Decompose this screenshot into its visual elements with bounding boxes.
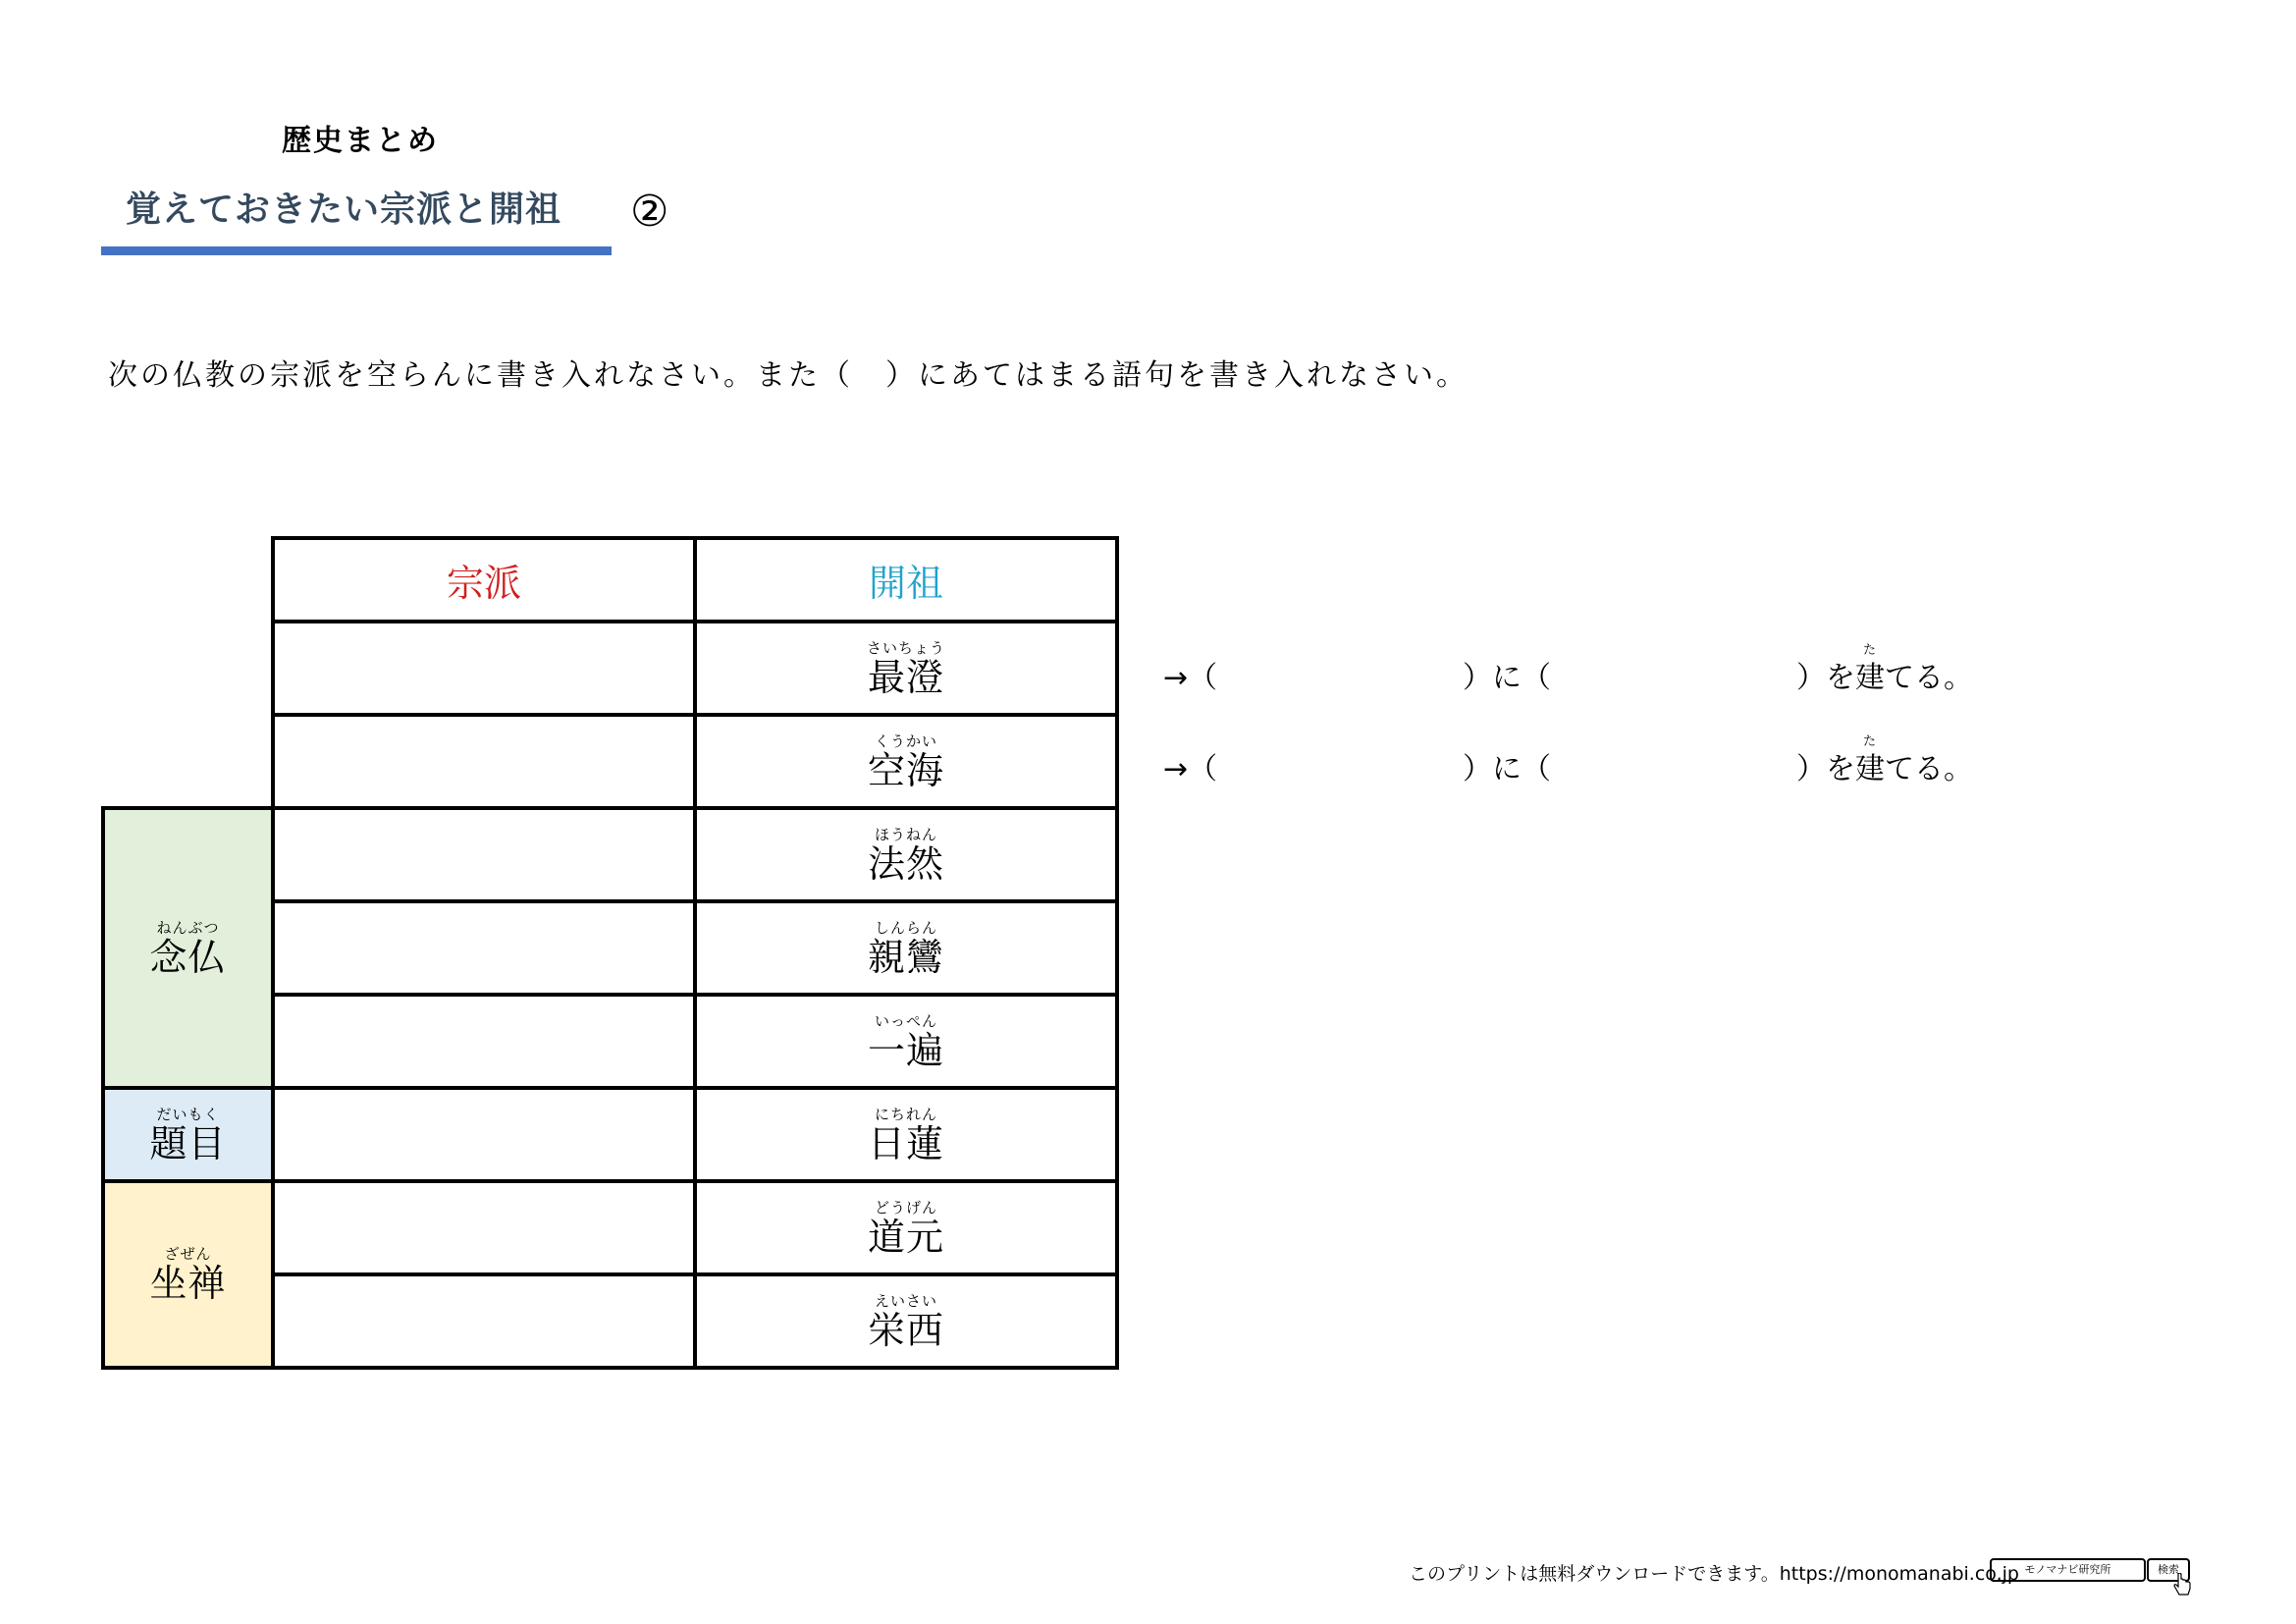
instruction-text: 次の仏教の宗派を空らんに書き入れなさい。また（ ）にあてはまる語句を書き入れなさい。 [108,358,1468,393]
header-founder: 開祖 [695,538,1117,622]
fill-mid: ）に（ [1463,752,1551,786]
founder-name: 日蓮 [867,1121,944,1165]
search-box[interactable]: モノマナビ研究所 [1990,1558,2146,1582]
category-label: 坐禅 [149,1262,227,1305]
founder-ruby: しんらん [874,918,937,937]
category-label: 題目 [149,1121,227,1165]
sect-founder-table [101,536,1119,1370]
founder-cell [695,1274,1117,1368]
fill-mid: ）に（ [1463,661,1551,695]
founder-ruby: さいちょう [866,638,945,657]
sect-answer-cell[interactable] [273,715,695,808]
fill-arrow: →（ [1163,752,1218,786]
header-sect: 宗派 [273,538,695,622]
founder-cell [695,1088,1117,1181]
founder-name: 空海 [867,748,944,792]
worksheet-number: ② [630,187,669,237]
founder-name: 栄西 [867,1308,944,1352]
sect-answer-cell[interactable] [273,1088,695,1181]
founder-cell [695,901,1117,995]
ta-ruby: た [1863,734,1877,749]
category-ruby: だいもく [156,1105,220,1123]
founder-cell [695,808,1117,901]
founder-ruby: くうかい [874,731,937,750]
founder-cell [695,1181,1117,1274]
subject-label: 歴史まとめ [282,124,439,158]
founder-cell [695,622,1117,715]
founder-ruby: ほうねん [874,825,937,843]
founder-name: 一遍 [867,1028,944,1072]
sect-answer-cell[interactable] [273,808,695,901]
founder-ruby: どうげん [874,1198,937,1217]
category-ruby: ざぜん [164,1245,212,1263]
fill-end: ）を た 建てる。 [1796,653,1973,696]
title-underline [101,246,612,255]
founder-name: 道元 [867,1215,944,1259]
category-daimoku [103,1088,273,1181]
founder-ruby: えいさい [874,1291,937,1310]
footer-text: このプリントは無料ダウンロードできます。https://monomanabi.co.jp [1409,1563,2019,1585]
founder-name: 法然 [867,841,944,886]
hand-cursor-icon [2172,1573,2194,1598]
founder-cell [695,995,1117,1088]
founder-name: 親鸞 [867,935,944,979]
search-button[interactable]: 検索 [2147,1558,2190,1582]
page-title: 覚えておきたい宗派と開祖 [126,189,562,230]
sect-answer-cell[interactable] [273,1274,695,1368]
fill-arrow: →（ [1163,661,1218,695]
founder-ruby: いっぺん [874,1011,937,1030]
sect-answer-cell[interactable] [273,622,695,715]
founder-ruby: にちれん [874,1105,937,1123]
ta-ruby: た [1863,643,1877,658]
founder-name: 最澄 [867,655,944,699]
category-ruby: ねんぶつ [156,918,220,937]
category-label: 念仏 [149,935,227,979]
category-zazen [103,1181,273,1368]
fill-end: ）を た 建てる。 [1796,744,1973,787]
sect-answer-cell[interactable] [273,995,695,1088]
sect-answer-cell[interactable] [273,1181,695,1274]
founder-cell [695,715,1117,808]
table-corner [103,538,273,622]
sect-answer-cell[interactable] [273,901,695,995]
category-nembutsu [103,808,273,1088]
